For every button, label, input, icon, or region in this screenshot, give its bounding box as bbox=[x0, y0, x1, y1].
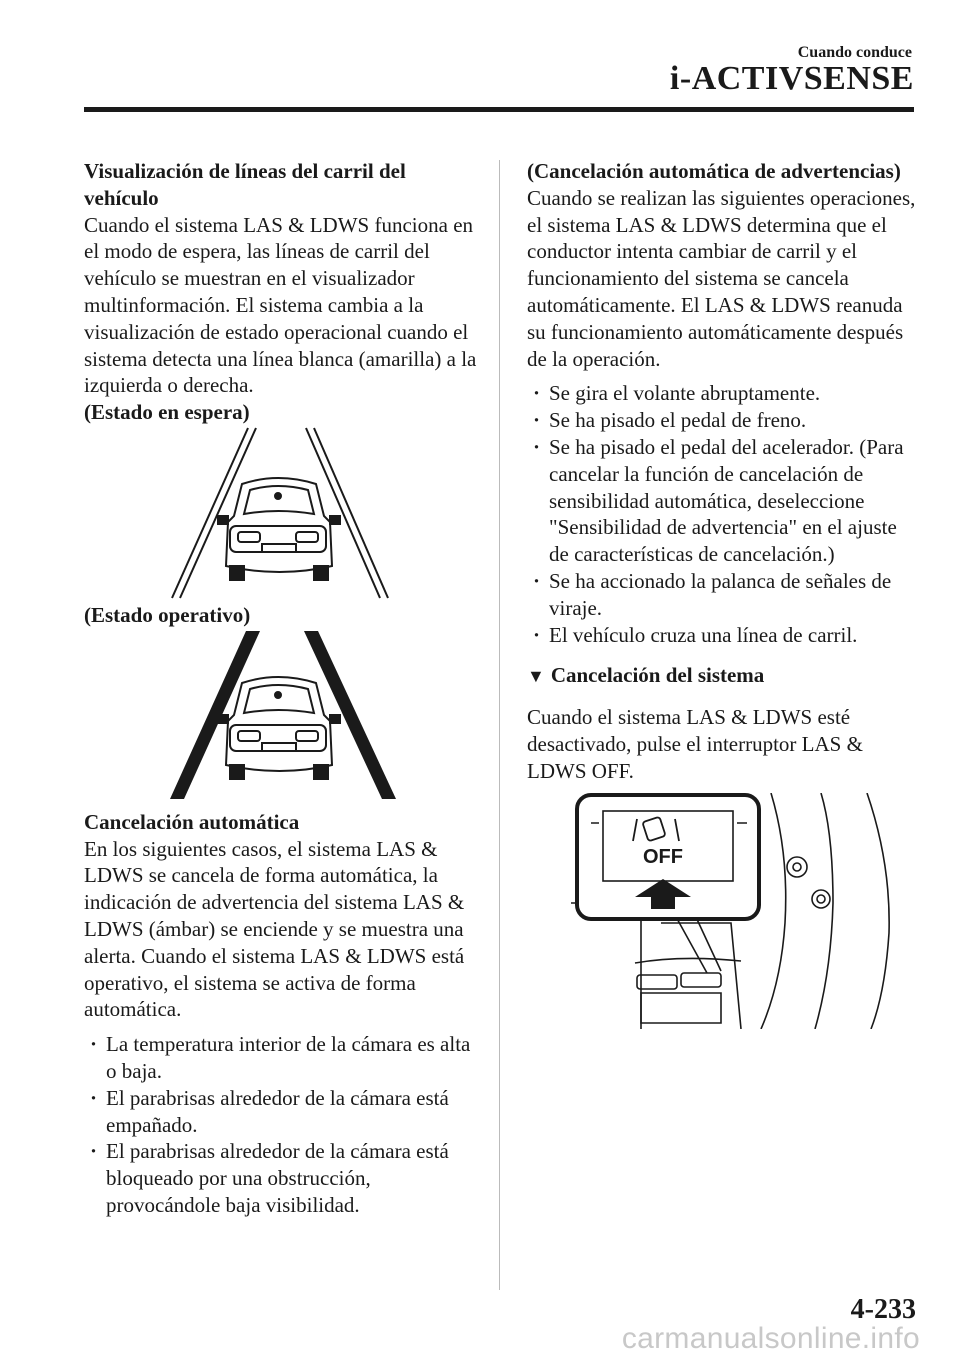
switch-location-figure bbox=[571, 793, 901, 1029]
operative-label: (Estado operativo) bbox=[84, 602, 251, 627]
chapter-title: i-ACTIVSENSE bbox=[669, 60, 914, 97]
warning-cancel-paragraph: Cuando se realizan las siguientes operaciones, el sistema LAS & LDWS determina que el conductor intenta cambiar de carril y el funcionamiento del sistema se cancela automáticamente. El LAS & LDWS reanuda su funcionamiento automáticamente después de la operación. bbox=[527, 185, 916, 371]
list-item: · Se ha accionado la palanca de señales de viraje. bbox=[527, 568, 917, 622]
page-number: 4-233 bbox=[850, 1294, 916, 1325]
list-item: · Se gira el volante abruptamente. bbox=[527, 380, 917, 407]
list-item: · El parabrisas alrededor de la cámara está empañado. bbox=[84, 1085, 484, 1139]
system-cancel-title: Cancelación del sistema bbox=[550, 663, 765, 688]
lane-lines-heading: Visualización de líneas del carril del vehículo bbox=[84, 159, 406, 210]
right-column bbox=[527, 158, 917, 1029]
footer-watermark-url: carmanualsonline.info bbox=[621, 1322, 920, 1355]
list-item: · Se ha pisado el pedal del acelerador. (Para cancelar la función de cancelación de sensibilidad automática, deseleccione "Sensibilidad de advertencia" en el ajuste de características de cancelación.) bbox=[527, 434, 917, 568]
left-column bbox=[84, 158, 484, 1219]
list-item: · El parabrisas alrededor de la cámara está bloqueado por una obstrucción, provocándole baja visibilidad. bbox=[84, 1138, 484, 1218]
auto-cancel-paragraph: En los siguientes casos, el sistema LAS & LDWS se cancela de forma automática, la indicación de advertencia del sistema LAS & LDWS (ámbar) se enciende y se muestra una alerta. Cuando el sistema LAS & LDWS está operativo, el sistema se activa de forma automática. bbox=[84, 836, 465, 1022]
car-rear-icon bbox=[218, 478, 340, 580]
column-divider bbox=[499, 160, 500, 1290]
car-rear-icon bbox=[218, 677, 340, 779]
warning-cancel-list bbox=[527, 380, 917, 648]
auto-cancel-list bbox=[84, 1031, 484, 1219]
operative-lane-figure bbox=[170, 629, 400, 801]
system-cancel-paragraph: Cuando el sistema LAS & LDWS esté desactivado, pulse el interruptor LAS & LDWS OFF. bbox=[527, 705, 863, 783]
list-item: · La temperatura interior de la cámara es alta o baja. bbox=[84, 1031, 484, 1085]
auto-cancel-heading: Cancelación automática bbox=[84, 809, 300, 834]
list-item: · El vehículo cruza una línea de carril. bbox=[527, 622, 917, 649]
standby-lane-figure bbox=[170, 426, 400, 602]
list-item: · Se ha pisado el pedal de freno. bbox=[527, 407, 917, 434]
system-cancel-heading bbox=[527, 662, 917, 690]
standby-label: (Estado en espera) bbox=[84, 400, 250, 425]
section-title: Cuando conduce bbox=[797, 44, 912, 61]
header-rule bbox=[84, 107, 914, 112]
triangle-down-icon: ▼ bbox=[527, 666, 545, 687]
switch-off-label: OFF bbox=[643, 845, 683, 868]
warning-cancel-heading: (Cancelación automática de advertencias) bbox=[527, 159, 901, 183]
lane-lines-paragraph: Cuando el sistema LAS & LDWS funciona en el modo de espera, las líneas de carril del vehículo se muestran en el visualizador multinformación. El sistema cambia a la visualización de estado operacional cuando el sistema detecta una línea blanca (amarilla) a la izquierda o derecha. bbox=[84, 212, 477, 398]
